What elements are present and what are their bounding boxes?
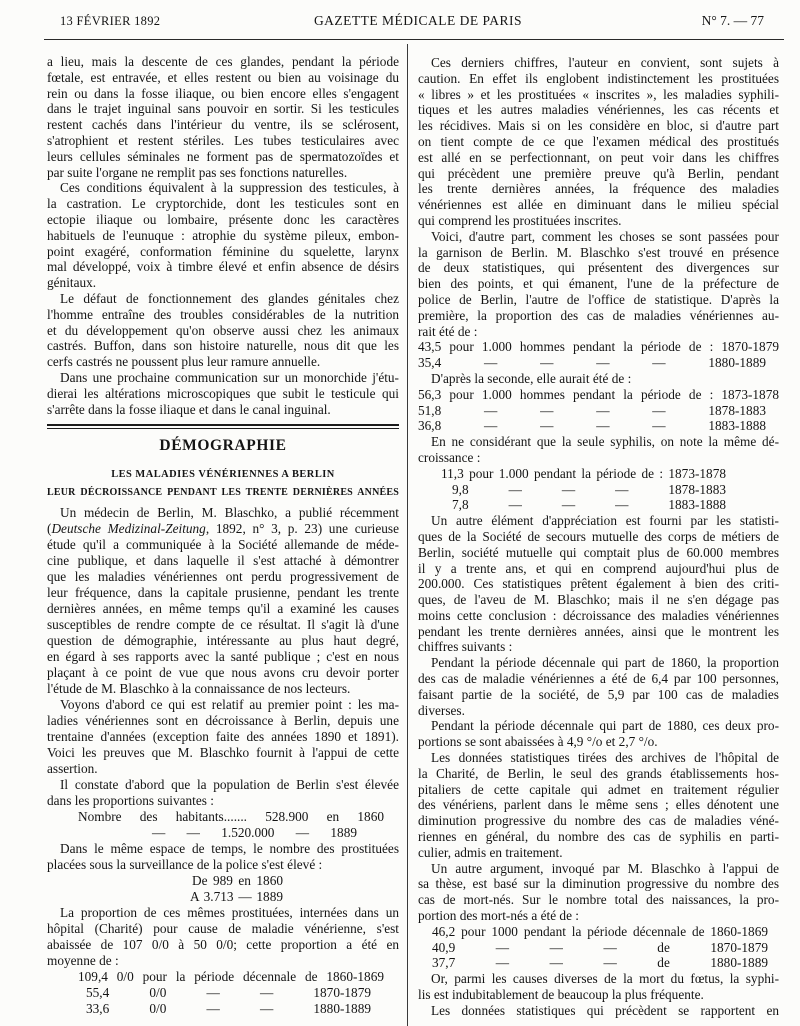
paragraph-line: ques, de l'aveu de M. Blaschko; mais il ne s'en dégage pas [418,592,779,608]
table-row: A 3.713 — 1889 [190,889,283,904]
paragraph-line: la garnison de Berlin. M. Blaschko s'est trouvé en présence [418,244,779,260]
paragraph-line: Un autre argument, invoqué par M. Blaschko à l'appui de [431,860,779,876]
citation-open: ( [47,521,52,536]
header-rule [44,39,784,40]
paragraph-line: cerfs castrés ne poussent plus leur ramure annuelle. [47,354,321,370]
paragraph-line: dierai les altérations microscopiques que subit le testicule qui [47,385,399,401]
left-column-continued-article [47,54,399,417]
paragraph-line: bien des points, et qui émanent, l'une de la préfecture de [418,276,779,292]
paragraph-line: restent cachés dans l'intérieur du ventre, ils se sclérosent, [47,117,399,133]
paragraph-line: Dans une prochaine communication sur un monorchide j'étu- [60,369,399,385]
paragraph-line: des vénériens, parlent dans le même sens ; elles dénotent une [418,797,779,813]
paragraph-line: et du développement qu'on observe aussi chez les animaux [47,322,399,338]
paragraph-line: La proportion de ces mêmes prostituées, internées dans un [60,905,399,920]
paragraph-line: Les données statistiques tirées des archives de l'hôpital de [431,750,779,766]
section-title: DÉMOGRAPHIE [159,437,287,454]
table-row: 33,6 0/0 — — 1880-1889 [86,1001,371,1016]
paragraph-line: moyenne de : [47,953,119,968]
paragraph-line: vénériennes est allée en diminuant dans le milieu spécial [418,197,779,213]
article-subheadline: LEUR DÉCROISSANCE PENDANT LES TRENTE DERNIÈRES ANNÉES [47,487,399,498]
paragraph-line: étude qu'il a communiquée à la Société allemande de méde- [47,537,399,552]
paragraph-line: leurs cellules séminales ne forment pas de spermatozoïdes et [47,148,399,164]
paragraph-line: ladies vénériennes sont en décroissance à Berlin, depuis une [47,713,399,728]
paragraph-line: en égard à ses rapports avec la santé publique ; c'est en nous [47,649,399,664]
table-row: 9,8 — — — 1878-1883 [452,481,726,497]
journal-title: Deutsche Medizinal-Zeitung [51,521,206,536]
paragraph-line: ques de la Société de secours mutuelle des corps de métiers de [418,528,779,544]
table-row: De 989 en 1860 [192,873,283,888]
issue-date: 13 FÉVRIER 1892 [60,14,161,28]
paragraph-line: la castration. Le cryptorchide, dont les testicules sont en [47,196,399,212]
paragraph-line: habituels de l'eunuque : atrophie du système pileux, embon- [47,227,399,243]
table-row: 51,8 — — — — 1878-1883 [418,402,766,418]
paragraph-line: castrés. Buffon, dans son histoire naturelle, nous dit que les [47,338,399,354]
paragraph-line: par suite l'organe ne remplit pas ses fonctions naturelles. [47,164,348,180]
paragraph-line: mal développé, voix à timbre élevé et enfin absence de désirs [47,259,399,275]
paragraph-line: culier, admis en traitement. [418,844,563,860]
paragraph-line: Pendant la période décennale qui part de 1860, la proportion [431,655,779,671]
paragraph-line: En ne considérant que la seule syphilis, on note la même dé- [431,434,779,450]
paragraph-line: portions se sont abaissées à 4,9 °/o et 2,7 °/o. [418,734,658,750]
paragraph-line: Voici, d'autre part, comment les choses se sont passées pour [431,228,779,244]
paragraph-line: plaçant à ce point de vue que nous avons cru devoir porter [47,665,399,680]
paragraph-line: qui comprend les prostituées inscrites. [418,212,622,228]
paragraph-line: Les données statistiques qui précèdent se rapportent en [431,1002,779,1018]
paragraph-line: il y a trente ans, et qui en comprend aujourd'hui plus de [418,560,779,576]
paragraph-line: ectopie iliaque ou lombaire, présente donc les caractères [47,211,399,227]
paragraph-line: riennes en général, du nombre des cas de syphilis en parti- [418,829,779,845]
table-row: 109,4 0/0 pour la période décennale de 1860-1869 [78,969,384,984]
table-row: — — 1.520.000 — 1889 [152,825,357,840]
paragraph-line: hôpital (Charité) pour cause de maladie vénérienne, s'est [47,921,399,936]
table-row: 35,4 — — — — 1880-1889 [418,355,766,371]
paragraph-line: trentaine d'années (exception faite des années 1890 et 1891). [47,729,399,744]
paragraph-line: la Charité, de Berlin, le seul des grands établissements hos- [418,765,779,781]
paragraph-line: diverses. [418,702,465,718]
paragraph-line: de deux statistiques, qui présentent des divergences sur [418,260,779,276]
paragraph-line: sa thèse, est basé sur la diminution progressive du nombre des [418,876,779,892]
paragraph-line: Ces derniers chiffres, l'auteur en convient, sont sujets à [431,55,779,70]
paragraph-line: lis est indubitablement de beaucoup la plus fréquente. [418,987,704,1003]
paragraph-line: police de Berlin, l'autre de l'office de statistique. D'après la [418,291,779,307]
article-headline: LES MALADIES VÉNÉRIENNES A BERLIN [111,469,335,480]
paragraph-line: que les maladies vénériennes ont perdu progressivement de [47,569,399,584]
paragraph-line: qui précèdent une première preuve qu'à Berlin, pendant [418,165,779,181]
table-row: 46,2 pour 1000 pendant la période décennale de 1860-1869 [432,923,768,939]
paragraph-line: dernières années, en même temps qu'il a examiné les causes [47,601,399,616]
paragraph-line: cine publique, et dans laquelle il s'est attaché à démontrer [47,553,399,568]
paragraph-line: on tient compte de ce que l'examen médical des prostitués [418,133,779,149]
paragraph-line: rein ou dans la fosse iliaque, ou bien encore elles s'engagent [47,85,399,101]
table-row: 36,8 — — — — 1883-1888 [418,418,766,434]
paragraph-line: faisant partie de la société, de 5,9 par 100 cas de maladies [418,686,779,702]
paragraph-line: première, la proportion des cas de maladies vénériennes au- [418,307,779,323]
paragraph-line: D'après la seconde, elle aurait été de : [431,370,632,386]
table-row: 37,7 — — — de 1880-1889 [432,955,768,971]
table-row: 40,9 — — — de 1870-1879 [432,939,768,955]
paragraph-line: placées sous la surveillance de la police s'est élevé : [47,857,323,872]
citation-rest: , 1892, n° 3, p. 23) une curieuse [205,521,399,536]
paragraph-line: Berlin, société mutuelle qui comptait plus de 60.000 membres [418,544,779,560]
paragraph-line: moins cette conclusion : décroissance des maladies vénériennes [418,607,779,623]
table-row: 56,3 pour 1.000 hommes pendant la période de : 1873-1878 [418,386,779,402]
paragraph-line: 200.000. Ces statistiques prêtent également à bien des criti- [418,576,779,592]
paragraph-line: leur fréquence, dans la capitale prusienne, pendant les trente [47,585,399,600]
paragraph-line: cas de mort-nés. Sur le nombre total des naissances, la pro- [418,892,779,908]
paragraph-line [47,521,399,537]
issue-page-number: N° 7. — 77 [701,13,764,28]
left-column-article-body [47,505,399,1017]
paragraph-line: fœtale, est entravée, et elles restent ou bien au voisinage du [47,69,399,85]
paragraph-line: rait été de : [418,323,478,339]
table-row: 55,4 0/0 — — 1870-1879 [86,985,371,1000]
paragraph-line: Ces conditions équivalent à la suppression des testicules, à [60,180,399,196]
column-divider [407,44,408,1026]
paragraph-line: dans le trajet inguinal sans pouvoir en sortir. Si les testicules [47,101,399,117]
table-row: 43,5 pour 1.000 hommes pendant la période de : 1870-1879 [418,339,779,355]
paragraph-line: Un médecin de Berlin, M. Blaschko, a publié récemment [60,505,399,520]
paragraph-line: pendant les trente dernières années, ainsi que le montrent les [418,623,779,639]
paragraph-line: génitaux. [47,275,97,291]
table-row: 7,8 — — — 1883-1888 [452,497,726,513]
paragraph-line: Il constate d'abord que la population de Berlin s'est élevée [60,777,399,792]
paragraph-line: Voyons d'abord ce qui est relatif au premier point : les ma- [60,697,399,712]
paragraph-line: croissance : [418,449,481,465]
table-row: 11,3 pour 1.000 pendant la période de : 1873-1878 [441,465,726,481]
paragraph-line: susceptibles de rendre compte de ce résultat. Il s'agit là d'une [47,617,399,632]
paragraph-line: s'arrête dans la fosse iliaque et dans le canal inguinal. [47,401,331,417]
paragraph-line: point exagéré, conformation féminine du squelette, larynx [47,243,399,259]
table-row: Nombre des habitants....... 528.900 en 1860 [78,809,384,824]
paragraph-line: s'atrophient et restent stériles. Les tubes testiculaires avec [47,132,399,148]
paragraph-line: tiques et les autres maladies vénériennes, les cas récents et [418,102,779,118]
paragraph-line: Pendant la période décennale qui part de 1880, ces deux pro- [431,718,779,734]
paragraph-line: Dans le même espace de temps, le nombre des prostituées [60,841,399,856]
right-column-article-body [418,55,779,1019]
paragraph-line: a lieu, mais la descente de ces glandes, pendant la période [47,54,399,69]
paragraph-line: abaissée de 107 0/0 à 50 0/0; cette proportion a été en [47,937,399,952]
paragraph-line: assertion. [47,761,98,776]
paragraph-line: portion des mort-nés a été de : [418,908,579,924]
paragraph-line: Or, parmi les causes diverses de la mort du fœtus, la syphi- [431,971,779,987]
paragraph-line: caution. En effet ils englobent indistinctement les prostituées [418,70,779,86]
paragraph-line: chiffres suivants : [418,639,513,655]
paragraph-line: question de démographie, intéressante au plus haut degré, [47,633,399,648]
section-rule [47,424,399,429]
paragraph-line: Le défaut de fonctionnement des glandes génitales chez [60,290,399,306]
paragraph-line: diminution progressive du nombre des cas de maladies véné- [418,813,779,829]
paragraph-line: est allé en se perfectionnant, on peut voir dans les chiffres [418,149,779,165]
paragraph-line: les trente dernières années, la fréquence des maladies [418,181,779,197]
paragraph-line: des cas de maladie vénériennes a été de 6,4 par 100 personnes, [418,671,779,687]
paragraph-line: Un autre élément d'appréciation est fourni par les statisti- [431,513,779,529]
paragraph-line: « libres » et les prostituées « inscrites », les maladies syphili- [418,86,779,102]
paragraph-line: l'étude de M. Blaschko à la connaissance de nos lecteurs. [47,681,351,696]
paragraph-line: Voici les preuves que M. Blaschko fournit à l'appui de cette [47,745,399,760]
paragraph-line: les récidives. Mais si on les considère en bloc, si d'autre part [418,118,779,134]
paragraph-line: l'homme entraîne des troubles considérables de la nutrition [47,306,399,322]
paragraph-line: dans les proportions suivantes : [47,793,214,808]
paragraph-line: pitaliers de cette capitale qui admet en traitement régulier [418,781,779,797]
publication-title: GAZETTE MÉDICALE DE PARIS [313,13,523,28]
